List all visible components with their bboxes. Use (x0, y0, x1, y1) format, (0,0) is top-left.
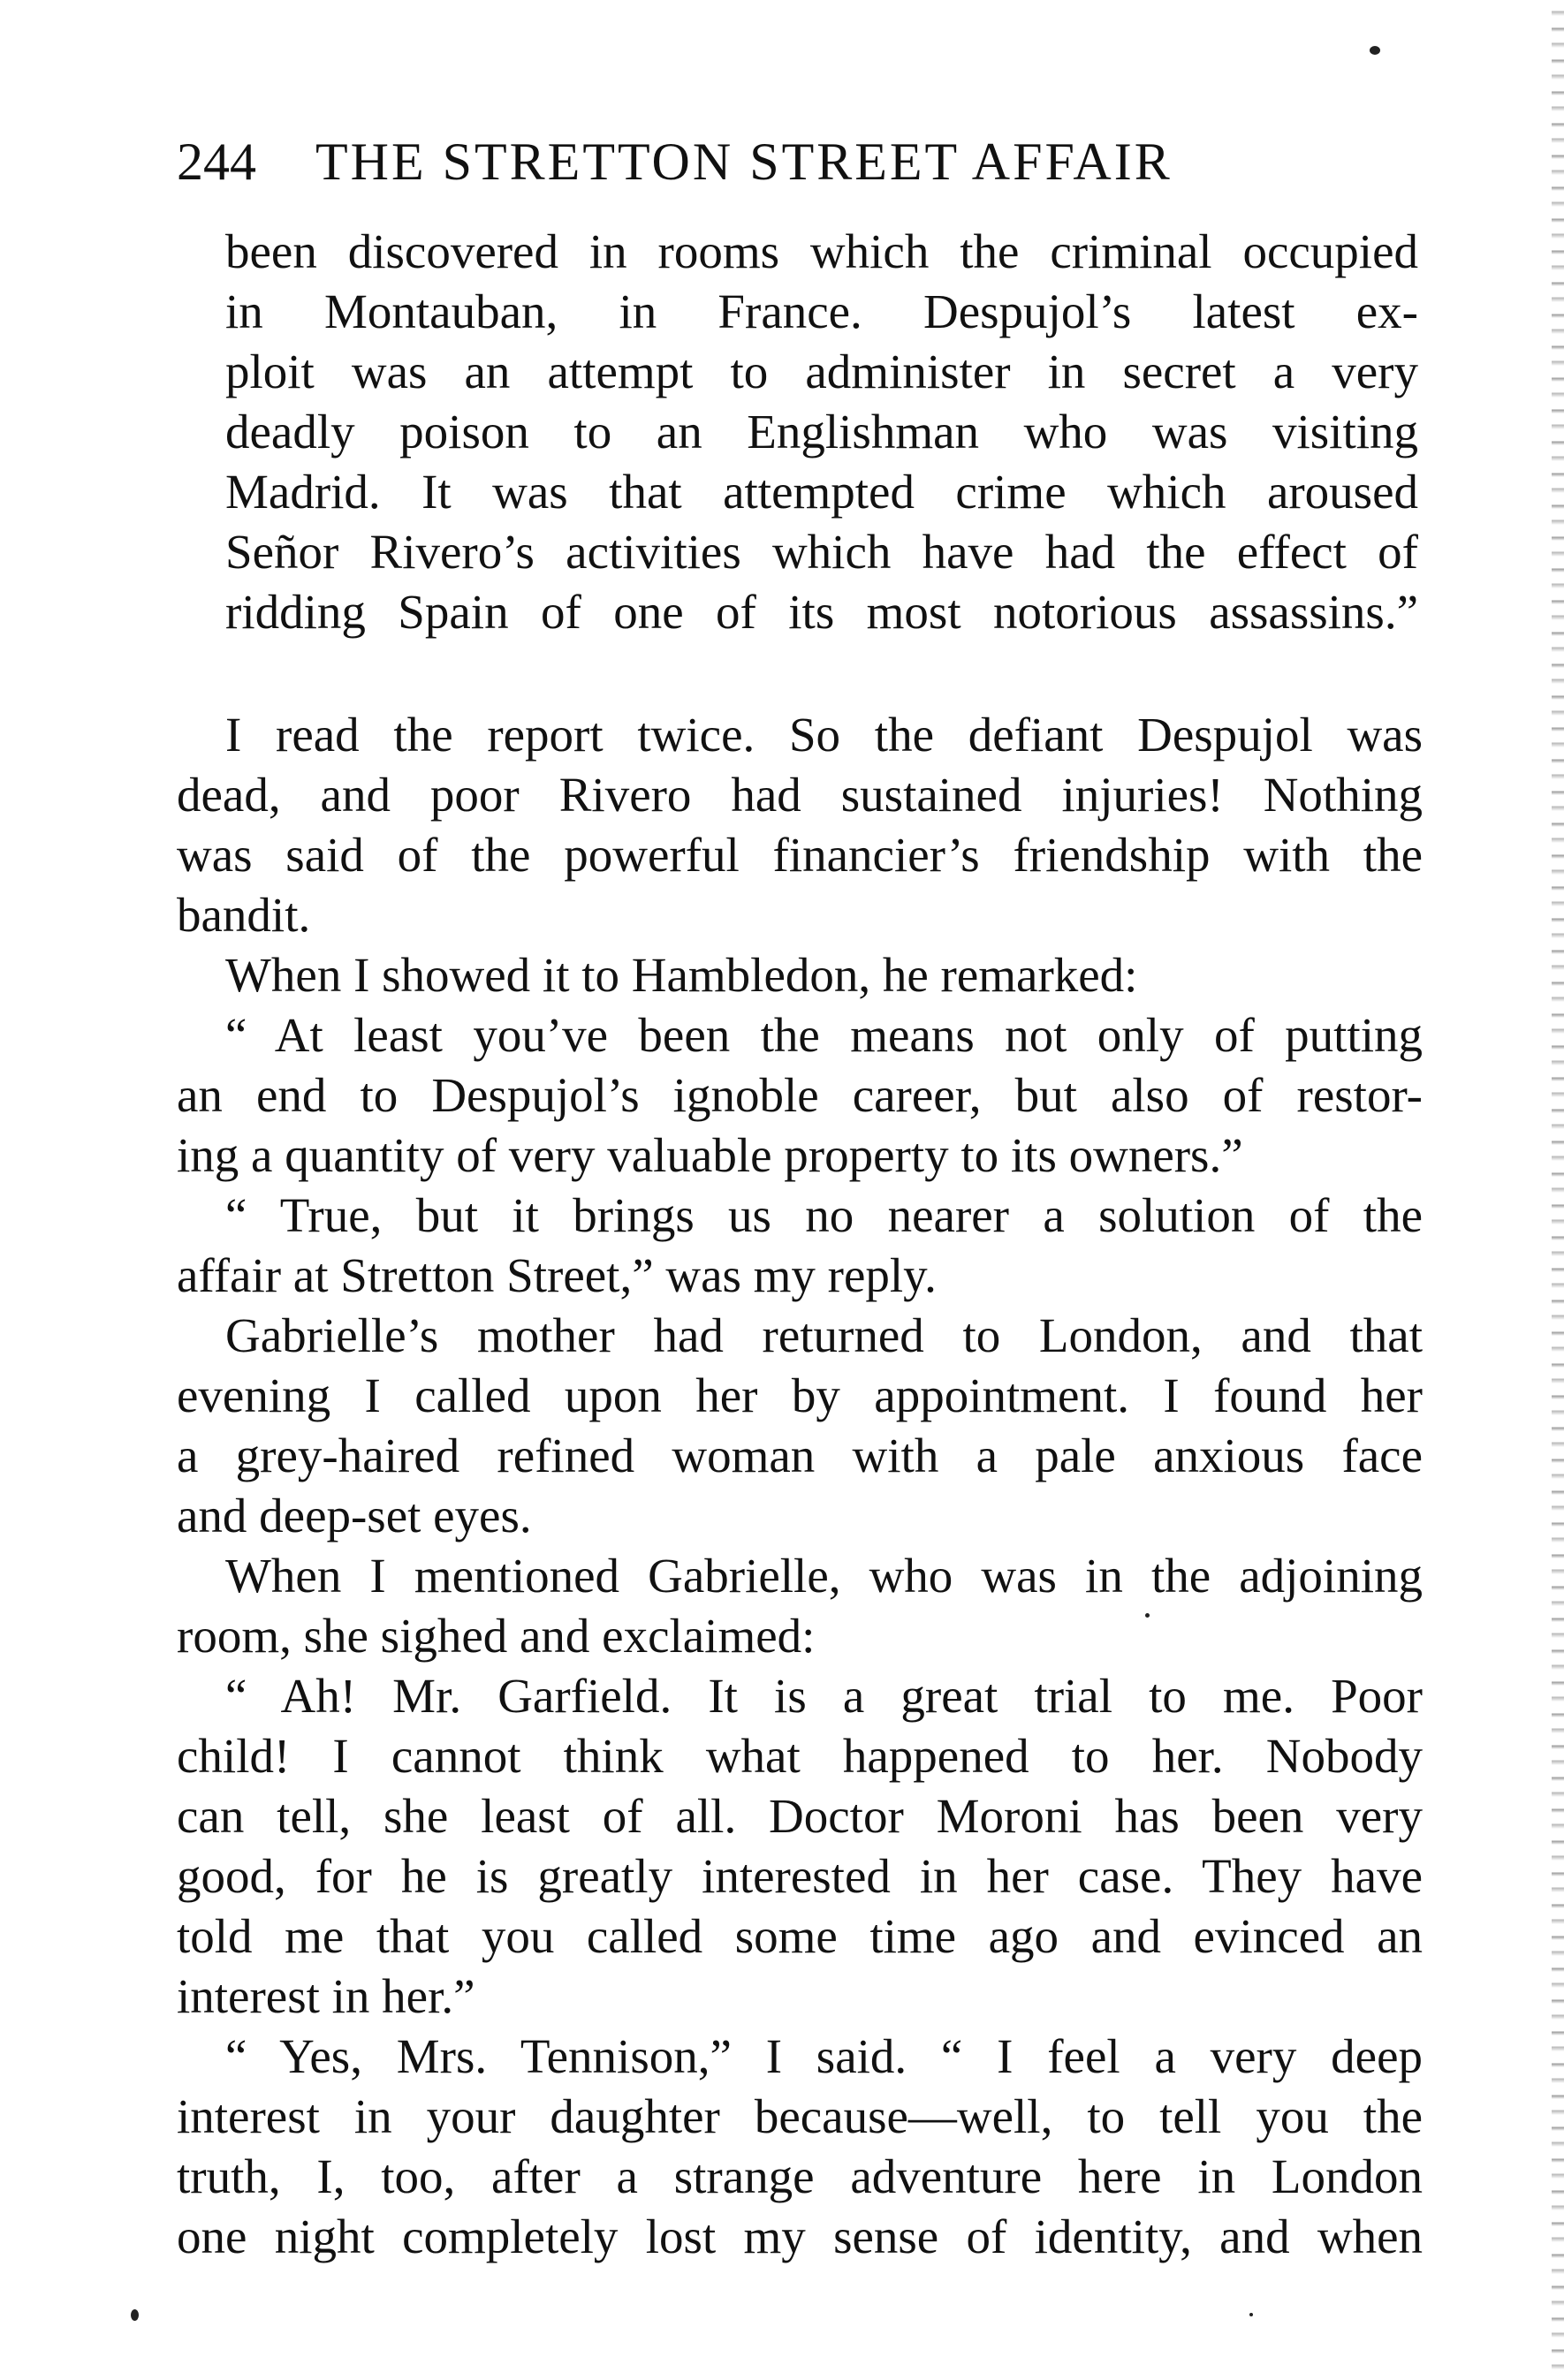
body-line: ing a quantity of very valuable property to its owners.” (177, 1128, 1243, 1182)
body-line: “ At least you’ve been the means not only of putting (225, 1008, 1423, 1062)
body-line: truth, I, too, after a strange adventure here in London (177, 2149, 1423, 2203)
body-line: and deep-set eyes. (177, 1489, 532, 1542)
body-line: When I mentioned Gabrielle, who was in the adjoining (225, 1549, 1423, 1603)
body-line: a grey-haired refined woman with a pale anxious face (177, 1429, 1423, 1482)
body-line: affair at Stretton Street,” was my reply. (177, 1248, 937, 1302)
page-number: 244 (177, 133, 256, 191)
quote-line: been discovered in rooms which the criminal occupied (225, 224, 1418, 278)
body-line: an end to Despujol’s ignoble career, but also of restor- (177, 1068, 1423, 1122)
quote-line: ploit was an attempt to administer in secret a very (225, 345, 1418, 398)
body-line: Gabrielle’s mother had returned to London, and that (225, 1308, 1423, 1362)
body-line: good, for he is greatly interested in her case. They have (177, 1849, 1423, 1903)
body-line: interest in your daughter because—well, to tell you the (177, 2089, 1423, 2143)
body-line: evening I called upon her by appointment. I found her (177, 1368, 1423, 1422)
quote-line: Señor Rivero’s activities which have had the effect of (225, 525, 1418, 579)
quote-line: Madrid. It was that attempted crime which aroused (225, 465, 1418, 519)
quote-line: in Montauban, in France. Despujol’s latest ex- (225, 284, 1418, 338)
body-line: bandit. (177, 888, 311, 942)
body-line: “ True, but it brings us no nearer a solution of the (225, 1188, 1423, 1242)
ink-speck (1145, 1613, 1150, 1618)
body-line: I read the report twice. So the defiant Despujol was (225, 708, 1423, 762)
body-line: “ Ah! Mr. Garfield. It is a great trial to me. Poor (225, 1669, 1423, 1723)
body-line: child! I cannot think what happened to her. Nobody (177, 1729, 1423, 1783)
quote-line: deadly poison to an Englishman who was visiting (225, 405, 1418, 459)
body-line: one night completely lost my sense of identity, and when (177, 2209, 1423, 2263)
body-line: can tell, she least of all. Doctor Moroni has been very (177, 1789, 1423, 1843)
body-line: When I showed it to Hambledon, he remarked: (225, 948, 1138, 1002)
body-line: “ Yes, Mrs. Tennison,” I said. “ I feel a very deep (225, 2029, 1423, 2083)
body-line: dead, and poor Rivero had sustained injuries! Nothing (177, 768, 1423, 822)
body-line: interest in her.” (177, 1969, 475, 2023)
ink-speck (131, 2309, 139, 2321)
ink-speck (1249, 2313, 1253, 2316)
ink-speck (1370, 46, 1380, 55)
page-header (177, 122, 1431, 201)
running-title: THE STRETTON STREET AFFAIR (315, 133, 1173, 191)
body-line: was said of the powerful financier’s friendship with the (177, 828, 1423, 882)
body-line: room, she sighed and exclaimed: (177, 1609, 816, 1663)
quote-line: ridding Spain of one of its most notorious assassins.” (225, 585, 1418, 639)
scan-edge (1552, 0, 1564, 2380)
body-line: told me that you called some time ago and evinced an (177, 1909, 1423, 1963)
